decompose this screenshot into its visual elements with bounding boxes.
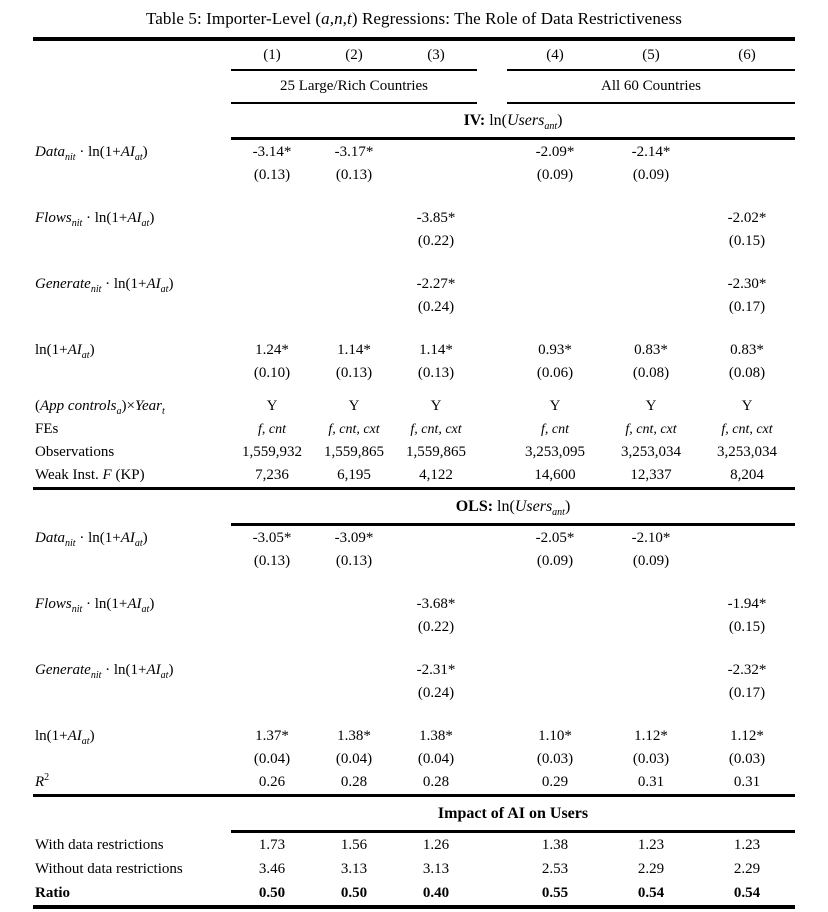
spacer-row — [33, 705, 795, 724]
se-cell — [603, 230, 699, 253]
column-gap — [477, 272, 507, 296]
row-label: $\ln(1+AI_{at})$ — [35, 341, 95, 361]
rule-line — [33, 907, 795, 909]
stat-cell: f, cnt, cxt — [721, 421, 773, 437]
row-observations — [33, 441, 795, 464]
coef-cell: -2.05* — [535, 529, 575, 546]
stat-cell: f, cnt, cxt — [410, 421, 462, 437]
se-cell: (0.09) — [632, 167, 670, 183]
stat-cell: f, cnt, cxt — [625, 421, 677, 437]
column-gap — [477, 338, 507, 362]
coef-cell — [699, 140, 795, 164]
column-gap — [477, 230, 507, 253]
spacer-row — [33, 573, 795, 592]
se-cell — [313, 682, 395, 705]
se-cell: (0.22) — [417, 619, 455, 635]
row-label: Weak Inst. F (KP) — [35, 467, 145, 483]
stat-cell: Y — [348, 398, 360, 414]
se-cell: (0.03) — [536, 751, 574, 767]
coef-cell — [231, 658, 313, 682]
row-without-restrictions — [33, 857, 795, 881]
coef-cell: 1.38* — [419, 727, 453, 744]
coef-cell: -3.05* — [252, 529, 292, 546]
stat-cell: Y — [645, 398, 657, 414]
row-ols-flows-se — [33, 616, 795, 639]
se-cell: (0.15) — [728, 233, 766, 249]
section-header-ols: OLS: ln(Users$_{ant}$) — [455, 497, 571, 518]
impact-cell: 3.13 — [340, 860, 368, 877]
col-header-5: (5) — [642, 46, 660, 63]
column-gap — [477, 362, 507, 385]
row-with-restrictions — [33, 833, 795, 857]
coef-cell: -3.68* — [416, 595, 456, 612]
se-cell: (0.03) — [632, 751, 670, 767]
column-gap — [477, 296, 507, 319]
coef-cell: -2.31* — [416, 661, 456, 678]
column-gap — [477, 441, 507, 464]
coef-cell — [507, 272, 603, 296]
stat-cell: f, cnt, cxt — [328, 421, 380, 437]
column-gap — [477, 748, 507, 771]
column-gap — [477, 164, 507, 187]
impact-cell: 2.29 — [733, 860, 761, 877]
row-label: With data restrictions — [35, 836, 164, 853]
coef-cell: 1.37* — [255, 727, 289, 744]
row-ols-generate-coef — [33, 658, 795, 682]
se-cell — [507, 682, 603, 705]
row-ols-flows-coef — [33, 592, 795, 616]
col-header-1: (1) — [263, 46, 281, 63]
column-gap — [477, 418, 507, 441]
coef-cell — [699, 526, 795, 550]
column-gap — [477, 395, 507, 418]
row-label: $R^2$ — [35, 772, 50, 790]
se-cell: (0.09) — [536, 553, 574, 569]
stat-cell: 6,195 — [337, 467, 371, 483]
spacer-row — [33, 385, 795, 395]
column-gap — [477, 724, 507, 748]
se-cell: (0.24) — [417, 299, 455, 315]
stat-cell: Y — [266, 398, 278, 414]
spacer-row — [33, 253, 795, 272]
impact-cell: 1.73 — [258, 836, 286, 853]
coef-cell: -2.02* — [727, 209, 767, 226]
stat-cell: 8,204 — [730, 467, 764, 483]
coef-cell — [603, 206, 699, 230]
se-cell: (0.13) — [253, 553, 291, 569]
column-gap — [477, 833, 507, 857]
coef-cell: 0.93* — [538, 341, 572, 358]
impact-cell: 0.55 — [541, 884, 569, 901]
coef-cell: 0.83* — [634, 341, 668, 358]
coef-cell — [313, 272, 395, 296]
coef-cell — [313, 658, 395, 682]
impact-cell: 0.40 — [422, 884, 450, 901]
se-cell: (0.24) — [417, 685, 455, 701]
row-ols-lnai-coef — [33, 724, 795, 748]
stat-cell: 0.29 — [541, 774, 569, 790]
section-header-impact — [33, 797, 795, 832]
column-gap — [477, 71, 507, 103]
se-cell: (0.13) — [335, 167, 373, 183]
impact-cell: 1.26 — [422, 836, 450, 853]
row-label: Observations — [35, 444, 115, 460]
impact-cell: 0.50 — [258, 884, 286, 901]
impact-cell: 3.46 — [258, 860, 286, 877]
column-gap — [477, 550, 507, 573]
row-label: Flows$_{nit}$ · $\ln(1+AI_{at})$ — [35, 595, 155, 615]
se-cell: (0.04) — [335, 751, 373, 767]
row-ols-data-coef — [33, 526, 795, 550]
impact-cell: 1.23 — [637, 836, 665, 853]
coef-cell: -3.17* — [334, 143, 374, 160]
row-ols-data-se — [33, 550, 795, 573]
stat-cell: 12,337 — [630, 467, 672, 483]
coef-cell: 1.24* — [255, 341, 289, 358]
row-label: (App controls$_a$)×Year$_t$ — [35, 398, 165, 417]
coef-cell: 1.12* — [730, 727, 764, 744]
row-iv-data-coef — [33, 140, 795, 164]
se-cell: (0.17) — [728, 299, 766, 315]
coef-cell: -3.85* — [416, 209, 456, 226]
col-header-4: (4) — [546, 46, 564, 63]
se-cell: (0.13) — [417, 365, 455, 381]
row-iv-flows-se — [33, 230, 795, 253]
column-gap — [477, 526, 507, 550]
stat-cell: 1,559,865 — [406, 444, 466, 460]
impact-cell: 0.54 — [637, 884, 665, 901]
impact-cell: 1.56 — [340, 836, 368, 853]
se-cell — [231, 296, 313, 319]
row-label: $\ln(1+AI_{at})$ — [35, 727, 95, 747]
stat-cell: 0.31 — [733, 774, 761, 790]
row-iv-generate-se — [33, 296, 795, 319]
se-cell: (0.09) — [632, 553, 670, 569]
coef-cell — [231, 592, 313, 616]
column-gap — [477, 592, 507, 616]
impact-cell: 0.54 — [733, 884, 761, 901]
column-gap — [477, 771, 507, 796]
coef-cell: -2.10* — [631, 529, 671, 546]
stat-cell: 0.28 — [340, 774, 368, 790]
se-cell — [231, 616, 313, 639]
column-header-row — [33, 41, 795, 70]
se-cell: (0.04) — [253, 751, 291, 767]
se-cell: (0.06) — [536, 365, 574, 381]
column-gap — [477, 658, 507, 682]
coef-cell — [507, 206, 603, 230]
row-iv-generate-coef — [33, 272, 795, 296]
se-cell: (0.09) — [536, 167, 574, 183]
column-gap — [477, 206, 507, 230]
row-r-squared — [33, 771, 795, 796]
section-header-iv: IV: ln(Users$_{ant}$) — [463, 111, 563, 132]
se-cell — [395, 164, 477, 187]
se-cell — [603, 296, 699, 319]
se-cell: (0.13) — [335, 365, 373, 381]
row-iv-lnai-se — [33, 362, 795, 385]
se-cell: (0.10) — [253, 365, 291, 381]
column-gap — [477, 140, 507, 164]
coef-cell: -2.14* — [631, 143, 671, 160]
stat-cell: 0.31 — [637, 774, 665, 790]
coef-cell — [603, 658, 699, 682]
stat-cell: 1,559,932 — [242, 444, 302, 460]
row-label: Flows$_{nit}$ · $\ln(1+AI_{at})$ — [35, 209, 155, 229]
row-label: FEs — [35, 421, 59, 437]
coef-cell: 1.14* — [419, 341, 453, 358]
group-header-right: All 60 Countries — [601, 78, 701, 94]
row-iv-lnai-coef — [33, 338, 795, 362]
row-label: Generate$_{nit}$ · $\ln(1+AI_{at})$ — [35, 275, 174, 295]
se-cell: (0.22) — [417, 233, 455, 249]
coef-cell: 0.83* — [730, 341, 764, 358]
se-cell: (0.17) — [728, 685, 766, 701]
row-label: Without data restrictions — [35, 860, 183, 877]
stat-cell: Y — [549, 398, 561, 414]
coef-cell: -2.32* — [727, 661, 767, 678]
column-gap — [477, 616, 507, 639]
coef-cell: -2.27* — [416, 275, 456, 292]
se-cell: (0.08) — [632, 365, 670, 381]
column-gap — [477, 464, 507, 489]
coef-cell — [231, 206, 313, 230]
column-gap — [477, 857, 507, 881]
table-title — [0, 0, 828, 29]
row-fixed-effects — [33, 418, 795, 441]
stat-cell: 7,236 — [255, 467, 289, 483]
coef-cell: -2.30* — [727, 275, 767, 292]
coef-cell — [507, 592, 603, 616]
se-cell: (0.08) — [728, 365, 766, 381]
stat-cell: f, cnt — [258, 421, 286, 437]
stat-cell: Y — [741, 398, 753, 414]
coef-cell: -2.09* — [535, 143, 575, 160]
stat-cell: 3,253,095 — [525, 444, 585, 460]
se-cell — [603, 616, 699, 639]
row-weak-instrument — [33, 464, 795, 489]
coef-cell — [603, 272, 699, 296]
se-cell — [507, 230, 603, 253]
row-ols-lnai-se — [33, 748, 795, 771]
stat-cell: 4,122 — [419, 467, 453, 483]
se-cell — [231, 682, 313, 705]
coef-cell: -1.94* — [727, 595, 767, 612]
se-cell — [313, 296, 395, 319]
group-header-row — [33, 71, 795, 103]
se-cell — [603, 682, 699, 705]
title-text: ) Regressions: The Role of Data Restrictiveness — [351, 9, 683, 28]
se-cell — [699, 164, 795, 187]
coef-cell: 1.14* — [337, 341, 371, 358]
coef-cell — [507, 658, 603, 682]
stat-cell: 3,253,034 — [717, 444, 777, 460]
row-iv-flows-coef — [33, 206, 795, 230]
coef-cell: 1.10* — [538, 727, 572, 744]
spacer-row — [33, 319, 795, 338]
stat-cell: Y — [430, 398, 442, 414]
impact-cell: 2.53 — [541, 860, 569, 877]
se-cell — [699, 550, 795, 573]
column-gap — [477, 41, 507, 70]
impact-cell: 1.38 — [541, 836, 569, 853]
se-cell — [313, 616, 395, 639]
stat-cell: 14,600 — [534, 467, 576, 483]
coef-cell — [395, 140, 477, 164]
title-math: a,n,t — [321, 9, 352, 28]
coef-cell: 1.38* — [337, 727, 371, 744]
stat-cell: 0.28 — [422, 774, 450, 790]
regression-table — [33, 37, 795, 909]
se-cell — [395, 550, 477, 573]
row-app-controls — [33, 395, 795, 418]
se-cell — [313, 230, 395, 253]
row-label: Ratio — [35, 884, 70, 901]
spacer-row — [33, 187, 795, 206]
coef-cell: -3.14* — [252, 143, 292, 160]
coef-cell — [395, 526, 477, 550]
se-cell: (0.15) — [728, 619, 766, 635]
stat-cell: 0.26 — [258, 774, 286, 790]
spacer-row — [33, 639, 795, 658]
row-label: Data$_{nit}$ · $\ln(1+AI_{at})$ — [35, 529, 148, 549]
ols-label: OLS: — [455, 497, 494, 515]
col-header-2: (2) — [345, 46, 363, 63]
column-gap — [477, 881, 507, 907]
col-header-3: (3) — [427, 46, 445, 63]
column-gap — [477, 682, 507, 705]
se-cell: (0.04) — [417, 751, 455, 767]
group-header-left: 25 Large/Rich Countries — [279, 78, 429, 94]
stat-cell: 3,253,034 — [621, 444, 681, 460]
se-cell — [231, 230, 313, 253]
impact-cell: 2.29 — [637, 860, 665, 877]
stat-cell: f, cnt — [541, 421, 569, 437]
row-label: Generate$_{nit}$ · $\ln(1+AI_{at})$ — [35, 661, 174, 681]
title-text: Table 5: Importer-Level ( — [145, 9, 322, 28]
iv-label: IV: — [463, 111, 486, 129]
col-header-6: (6) — [738, 46, 756, 63]
coef-cell: -3.09* — [334, 529, 374, 546]
coef-cell: 1.12* — [634, 727, 668, 744]
coef-cell — [603, 592, 699, 616]
bottom-rule — [33, 907, 795, 909]
se-cell — [507, 296, 603, 319]
row-label: Data$_{nit}$ · $\ln(1+AI_{at})$ — [35, 143, 148, 163]
coef-cell — [231, 272, 313, 296]
row-ratio — [33, 881, 795, 907]
coef-cell — [313, 206, 395, 230]
row-ols-generate-se — [33, 682, 795, 705]
coef-cell — [313, 592, 395, 616]
impact-header: Impact of AI on Users — [437, 804, 589, 822]
impact-cell: 0.50 — [340, 884, 368, 901]
se-cell: (0.03) — [728, 751, 766, 767]
impact-cell: 3.13 — [422, 860, 450, 877]
se-cell: (0.13) — [335, 553, 373, 569]
impact-cell: 1.23 — [733, 836, 761, 853]
se-cell: (0.13) — [253, 167, 291, 183]
row-iv-data-se — [33, 164, 795, 187]
se-cell — [507, 616, 603, 639]
stat-cell: 1,559,865 — [324, 444, 384, 460]
